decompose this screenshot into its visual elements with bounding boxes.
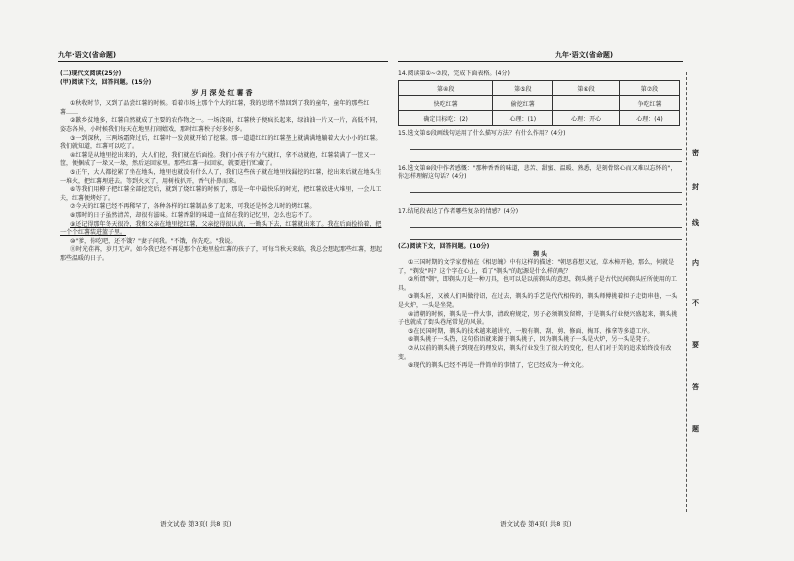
answer-line[interactable] <box>410 219 682 228</box>
right-column <box>398 70 682 515</box>
paragraph-2: ②歉乡贫地多，红薯自然就成了主要的农作物之一。一场浇雨，红薯秧子便疯长起来，绿油油一片又一片，高低不同，姿态各异，小时候我们每天在地里打闹嬉戏，那时红薯秧子好多好多。 <box>60 117 382 133</box>
article-title: 岁月深处红薯香 <box>191 89 255 98</box>
paragraph-1: ①秋收时节，又到了品尝红薯的时候。看着市场上那个个大的红薯，我的思绪不禁回到了我的童年，童年的那些红薯…… <box>60 100 370 116</box>
b-paragraph-2: ②所谓"剃"，即剃头刀是一种刀具，也可以是以前剃头的意思，剃头挑子是古代民间剃头匠所使用的工具。 <box>398 276 677 292</box>
question-16: 16.选文第⑩段中作者感慨："那种香香的味道，悲苦、甜蜜、温暖、熟悉，是刻骨铭心而又难以忘怀的"，你怎样理解这句话？(4分) <box>398 165 677 180</box>
seal-char: 不 <box>692 299 699 307</box>
seal-line <box>686 72 688 512</box>
table-cell[interactable]: 心理：(4) <box>619 111 679 126</box>
table-row <box>399 81 680 96</box>
answer-line[interactable] <box>410 196 682 205</box>
seal-char: 封 <box>692 183 699 191</box>
paragraph-underlined: ⑨还记得那年冬天很冷，我和父亲在地里挖红薯，父亲挖得很认真，一锄头下去，红薯就出来了。我在后面捡拾着，把一个个红薯装进篮子里。 <box>60 220 382 237</box>
answer-line[interactable] <box>410 153 682 162</box>
table-cell-blank[interactable] <box>553 96 620 111</box>
right-header: 九年·语文(省命题) <box>555 51 614 59</box>
paragraph-3: ③一到深秋，三两场霜降过后，红薯叶一发黄就开始了挖薯。那一道道红红的红薯垄上就满满地躺着大大小小的红薯。我们就知道，红薯可以吃了。 <box>60 134 382 151</box>
left-footer: 语文试卷 第3页( 共8 页) <box>160 520 232 528</box>
table-row <box>399 96 680 111</box>
sub-a-title: (甲)阅读下文，回答问题。(15分) <box>60 78 152 86</box>
question-14-table <box>398 80 680 126</box>
question-15: 15.选文第⑤段画线句运用了什么描写方法？有什么作用？(4分) <box>398 130 566 137</box>
answer-line[interactable] <box>410 231 682 240</box>
b-paragraph-5: ⑤在民国时期，剃头的技术越来越讲究，一般有剃、刮、剪、修面、掏耳、推拿等多道工序。 <box>408 327 654 335</box>
table-cell: 心理：开心 <box>553 111 620 126</box>
table-cell: 偷挖红薯 <box>493 96 553 111</box>
paragraph-6: ⑥等我们用柳子把红薯全部挖完后，就到了烧红薯的时候了，那是一年中最快乐的时光，把红薯放进火堆里，一会儿工夫，红薯便烤好了。 <box>60 186 382 202</box>
question-17: 17.结尾段表达了作者哪些复杂的情感？(4分) <box>398 208 519 215</box>
table-cell[interactable]: 确定目标吃：(2) <box>399 111 493 126</box>
seal-char: 密 <box>692 149 699 157</box>
answer-line[interactable] <box>410 184 682 193</box>
table-cell: 争吃红薯 <box>619 96 679 111</box>
paragraph-5: ⑤正午，大人都挖累了坐在地头，地里也就没有什么人了，我们这些孩子就在地里找漏挖的红薯，挖出来后就在地头生一堆火，把红薯埋进去。等到火灭了，用树枝扒开，香气扑鼻而来。 <box>60 168 382 185</box>
b-paragraph-6: ⑥剃头挑子一头热，这句俗语就来源于剃头挑子，因为剃头挑子一头是火炉，另一头是凳子。 <box>408 336 654 344</box>
table-cell[interactable]: 心理：(1) <box>493 111 553 126</box>
seal-char: 题 <box>692 425 699 433</box>
table-cell: 第④段 <box>399 81 493 96</box>
b-paragraph-7: ⑦从以前的剃头挑子到现在的理发店，剃头行业发生了很大的变化，但人们对于美的追求始终没有改变。 <box>398 344 672 361</box>
sub-b-title: (乙)阅读下文，回答问题。(10分) <box>398 243 490 250</box>
paragraph-8: ⑧那时的日子虽然清苦，却很有滋味。红薯香甜的味道一直留在我的记忆里，怎么也忘不了。 <box>70 211 316 219</box>
paragraph-10: ⑩"爹，你吃吧，还不饿？"妻子问我。"不饿，你先吃。"我说。 <box>70 237 237 245</box>
table-row <box>399 111 680 126</box>
b-paragraph-1: ①三国时期的文学家曹植在《相思魄》中有这样的描述："朝思暮想又冠，草木樟开艳，那么，何就是了，"剃发"吗？这个字在心上，看了"剃头"的起源是什么样的呢？ <box>398 259 675 275</box>
seal-char: 线 <box>692 219 699 227</box>
left-header-rule <box>58 61 388 62</box>
question-14: 14.阅读第①~⑦段，完成下面表格。(4分) <box>398 70 510 77</box>
paragraph-11: ⑪时光荏苒，岁月无声。如今我已经不再是那个在地里捡红薯的孩子了，可每当秋天来临，我总会想起那些红薯，想起那些温暖的日子。 <box>60 246 383 262</box>
b-paragraph-8: ⑧现代的剃头已经不再是一件简单的事情了，它已经成为一种文化。 <box>408 362 588 370</box>
sub-b-article-title: 剃 头 <box>532 251 548 258</box>
right-footer: 语文试卷 第4页( 共8 页) <box>500 520 572 528</box>
table-cell: 第⑥段 <box>553 81 620 96</box>
seal-char: 内 <box>692 259 699 267</box>
table-cell: 第⑤段 <box>493 81 553 96</box>
b-paragraph-3: ③剃头匠，又被人们叫做待诏，在过去，剃头的手艺是代代相传的，剃头师傅挑着担子走街串巷，一头是火炉，一头是坐凳。 <box>398 293 678 309</box>
b-paragraph-4: ④清朝的时候，剃头是一件大事，清政府规定，男子必须剃发留辫，于是剃头行业便兴盛起来，剃头挑子也就成了街头巷尾常见的风景。 <box>398 310 678 327</box>
left-header: 九年·语文(省命题) <box>58 51 117 59</box>
paragraph-4: ④红薯是从地里挖出来的，大人们挖，我们就在后面捡。我们小孩子有力气就扛，拿不动就抱，红薯装满了一筐又一筐，便捆成了一垛又一垛，然后运回家里。那些红薯一拉回家，就要进行贮藏了。 <box>60 151 376 168</box>
right-header-rule <box>398 61 683 62</box>
table-cell: 第⑦段 <box>619 81 679 96</box>
seal-char: 答 <box>692 383 699 391</box>
paragraph-7: ⑦今天的红薯已经不再稀罕了，各种各样的红薯制品多了起来，可我还是怀念儿时的烤红薯。 <box>70 203 316 211</box>
answer-line[interactable] <box>410 141 682 150</box>
table-cell: 快吃红薯 <box>399 96 493 111</box>
left-column <box>60 70 386 515</box>
seal-char: 要 <box>692 341 699 349</box>
section-title: (二)现代文阅读(25分) <box>60 70 122 77</box>
